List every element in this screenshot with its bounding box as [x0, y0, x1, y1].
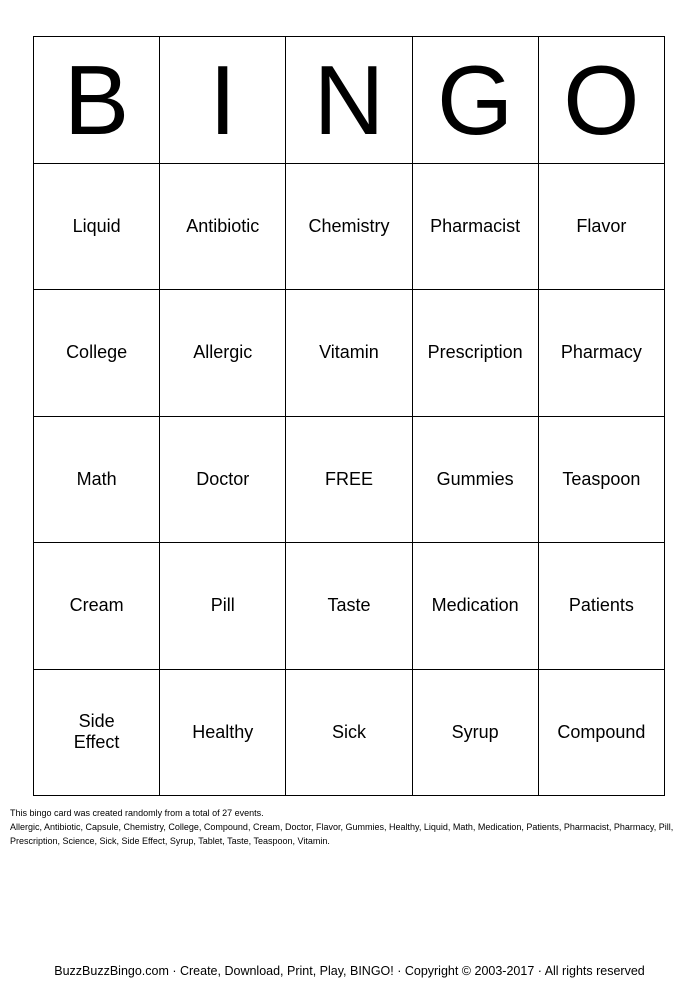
card-cell — [160, 669, 286, 796]
info-intro: This bingo card was created randomly from a total of 27 events. — [10, 808, 264, 818]
cell-label: Pharmacist — [430, 215, 521, 236]
cell-label: Liquid — [72, 215, 121, 236]
header-cell — [538, 37, 664, 164]
cell-label: Flavor — [576, 215, 627, 236]
bingo-card — [33, 36, 665, 796]
cell-label: Syrup — [451, 721, 499, 742]
cell-label: Vitamin — [319, 342, 379, 363]
cell-label: Side Effect — [73, 711, 120, 753]
card-row — [34, 163, 665, 290]
cell-label: Healthy — [192, 721, 254, 742]
free-cell — [286, 416, 412, 543]
header-cell — [412, 37, 538, 164]
card-cell — [34, 163, 160, 290]
cell-label: Gummies — [436, 468, 514, 489]
card-cell — [286, 669, 412, 796]
card-cell — [412, 669, 538, 796]
card-row — [34, 669, 665, 796]
cell-label: Taste — [327, 595, 371, 616]
card-cell — [412, 543, 538, 670]
card-cell — [286, 290, 412, 417]
cell-label: Compound — [557, 721, 646, 742]
header-cell — [286, 37, 412, 164]
card-row — [34, 543, 665, 670]
header-cell — [160, 37, 286, 164]
card-row — [34, 290, 665, 417]
card-cell — [160, 290, 286, 417]
cell-label: Teaspoon — [562, 468, 641, 489]
card-cell — [412, 416, 538, 543]
cell-label: Antibiotic — [186, 215, 260, 236]
header-letter: I — [209, 44, 237, 155]
cell-label: Pill — [210, 595, 235, 616]
header-letter: N — [313, 44, 385, 155]
card-cell — [160, 543, 286, 670]
card-info — [10, 806, 694, 848]
card-cell — [34, 290, 160, 417]
card-cell — [286, 163, 412, 290]
free-space-label: FREE — [324, 468, 373, 489]
card-cell — [412, 290, 538, 417]
cell-label: Allergic — [193, 342, 253, 363]
card-cell — [538, 163, 664, 290]
card-cell — [412, 163, 538, 290]
footer-text: BuzzBuzzBingo.com · Create, Download, Print, Play, BINGO! · Copyright © 2003-2017 · All rights reserved — [54, 964, 645, 978]
header-letter: G — [437, 44, 514, 155]
card-cell — [34, 543, 160, 670]
cell-label: Doctor — [196, 468, 250, 489]
card-cell — [34, 669, 160, 796]
cell-label: Patients — [568, 595, 634, 616]
header-letter: B — [63, 44, 130, 155]
card-cell — [538, 290, 664, 417]
card-cell — [160, 416, 286, 543]
card-cell — [538, 543, 664, 670]
cell-label: Prescription — [427, 342, 523, 363]
events-list: Allergic, Antibiotic, Capsule, Chemistry, College, Compound, Cream, Doctor, Flavor, Gummies, Healthy, Liquid, Math, Medication, Patients, Pharmacist, Pharmacy, Pill, Prescription, Science, Sick, Side Effect, Syrup, Tablet, Taste, Teaspoon, Vitamin. — [10, 822, 674, 846]
cell-label: Chemistry — [308, 215, 390, 236]
cell-label: Medication — [431, 595, 519, 616]
card-cell — [538, 669, 664, 796]
header-cell — [34, 37, 160, 164]
header-row — [34, 37, 665, 164]
card-cell — [538, 416, 664, 543]
cell-label: Pharmacy — [560, 342, 642, 363]
card-cell — [160, 163, 286, 290]
cell-label: Math — [76, 468, 117, 489]
card-cell — [286, 543, 412, 670]
card-row — [34, 416, 665, 543]
cell-label: College — [66, 342, 128, 363]
cell-label: Cream — [69, 595, 124, 616]
cell-label: Sick — [331, 721, 366, 742]
card-cell — [34, 416, 160, 543]
header-letter: O — [563, 44, 640, 155]
